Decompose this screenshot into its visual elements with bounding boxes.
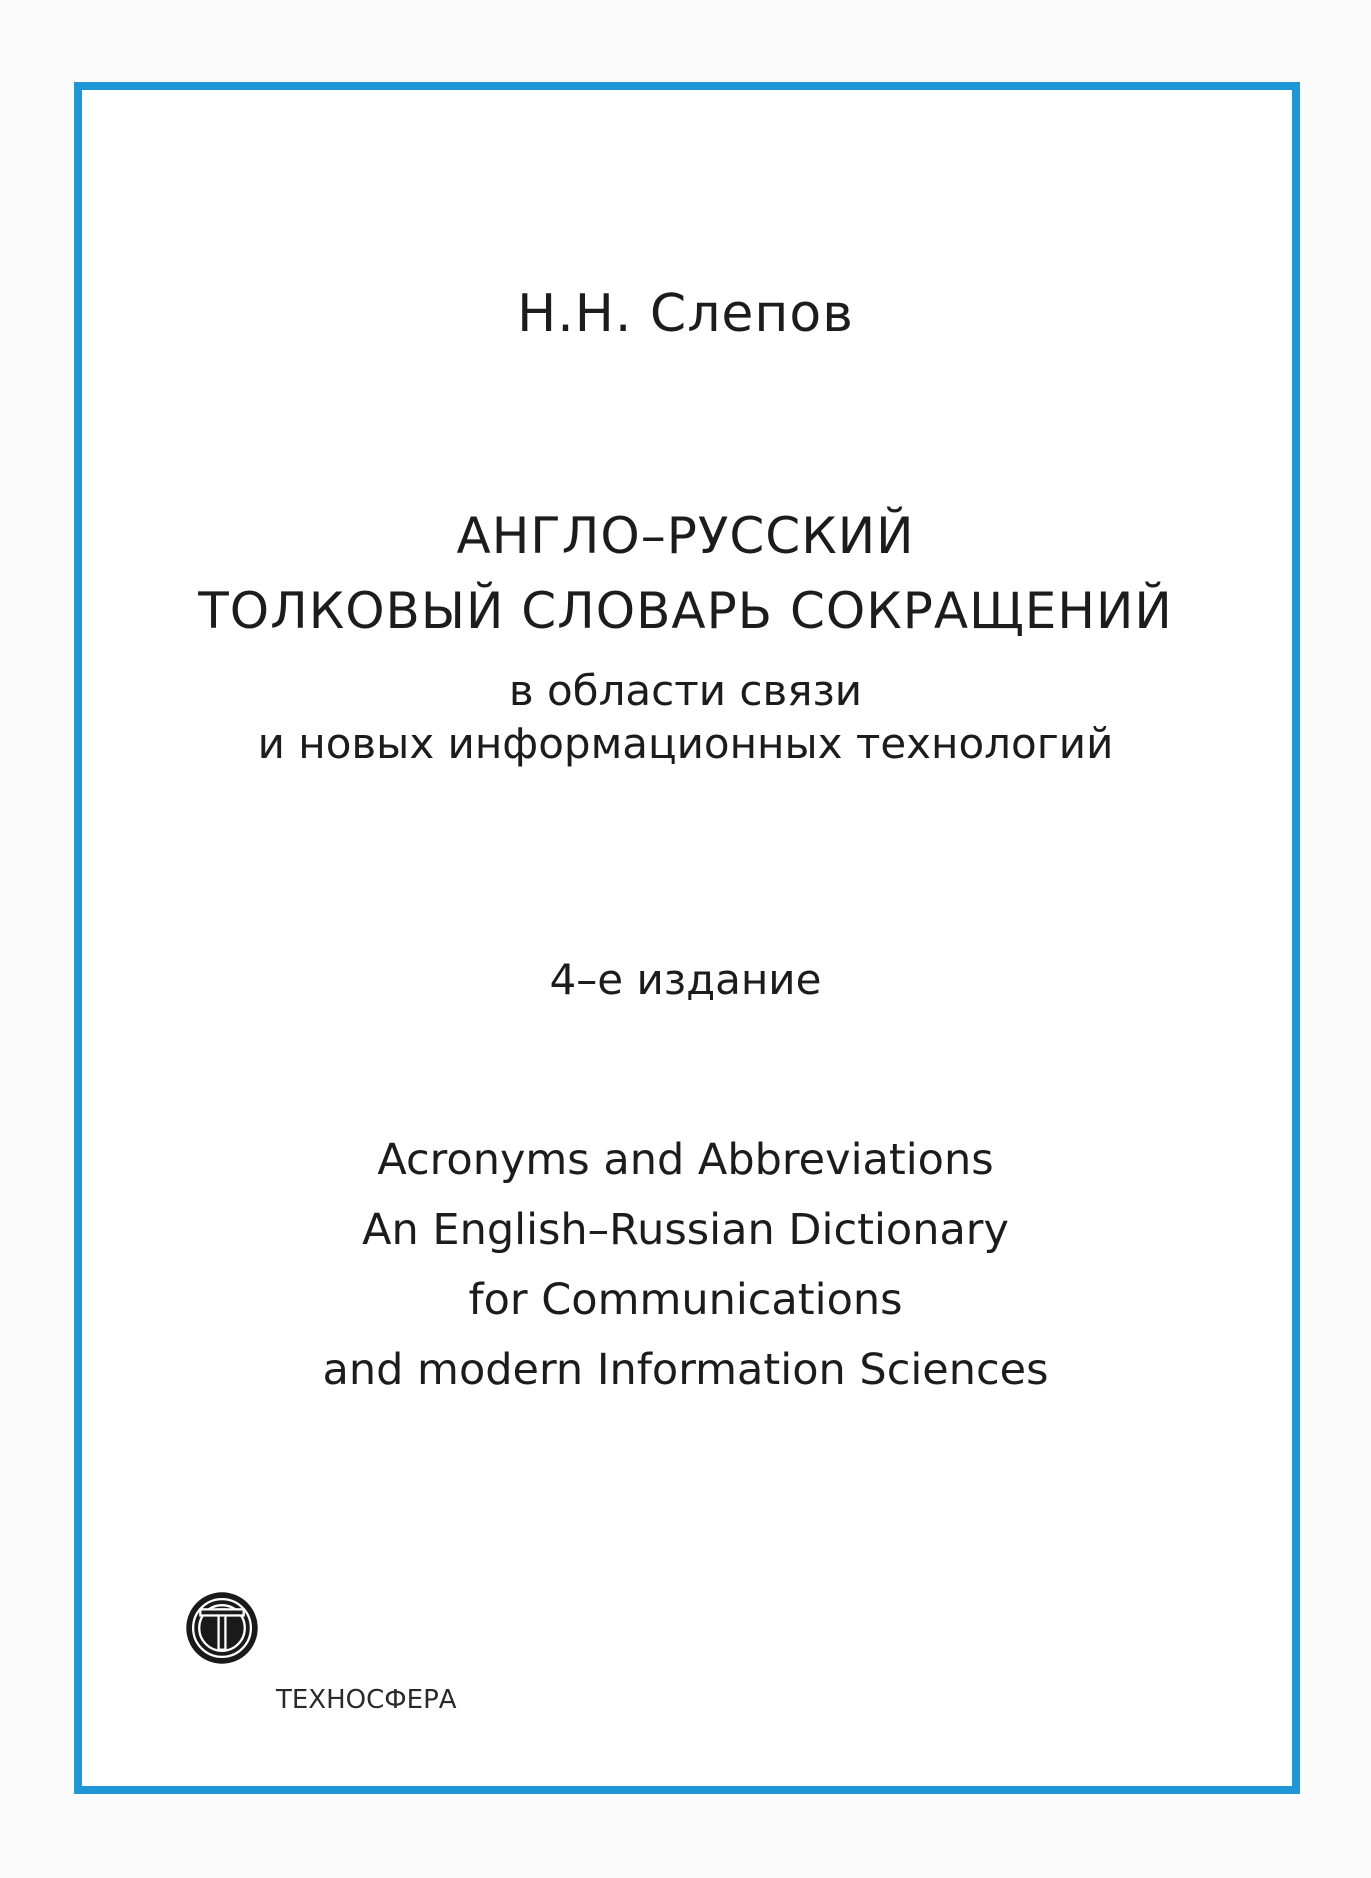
subtitle-line-1: в области связи bbox=[508, 666, 863, 715]
english-title-line-2: An English–Russian Dictionary bbox=[362, 1205, 1009, 1255]
edition-label: 4–е издание bbox=[549, 955, 822, 1004]
title-line-1: АНГЛО–РУССКИЙ bbox=[456, 507, 915, 565]
title-line-2: ТОЛКОВЫЙ СЛОВАРЬ СОКРАЩЕНИЙ bbox=[198, 582, 1173, 640]
author-name: Н.Н. Слепов bbox=[517, 284, 854, 344]
subtitle-line-2: и новых информационных технологий bbox=[257, 719, 1114, 768]
technosphere-logo-icon bbox=[184, 1590, 260, 1666]
english-title-line-4: and modern Information Sciences bbox=[322, 1345, 1049, 1395]
english-title-line-3: for Communications bbox=[468, 1275, 903, 1325]
publisher-name: ТЕХНОСФЕРА bbox=[276, 1685, 457, 1715]
english-title-line-1: Acronyms and Abbreviations bbox=[377, 1135, 994, 1185]
